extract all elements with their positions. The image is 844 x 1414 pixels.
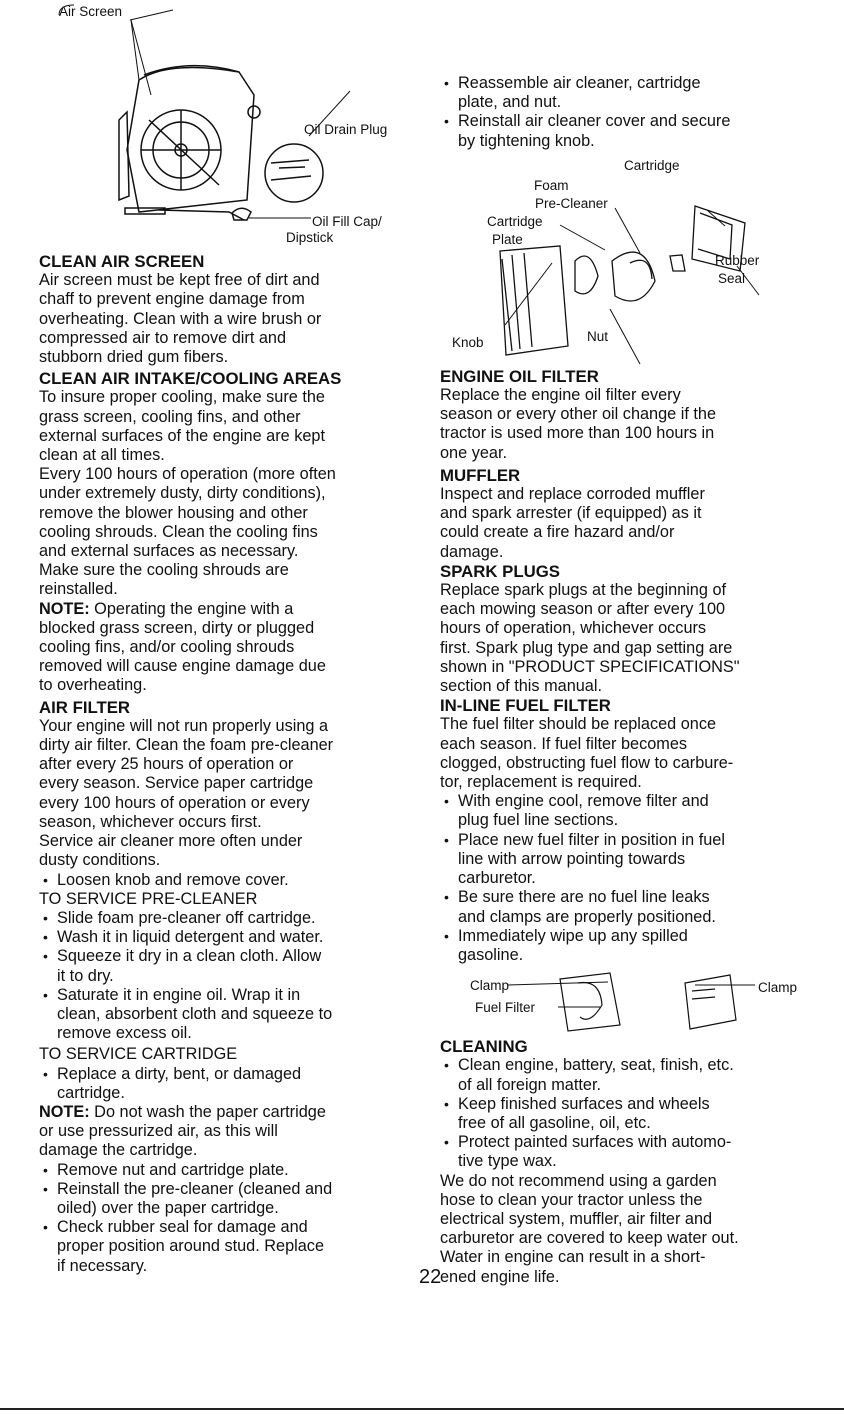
oil-filter-title: ENGINE OIL FILTER [440,366,599,386]
cleaning-bullet: • Protect painted surfaces with automo- [440,1133,840,1152]
note-label: NOTE: [39,1102,90,1121]
cartridge-bullet: • Reinstall the pre-cleaner (cleaned and [39,1180,419,1199]
pre-cleaner-title: TO SERVICE PRE-CLEANER [39,889,258,908]
cartridge-note-line: or use pressurized air, as this will [39,1122,278,1141]
clean-air-screen-line: chaff to prevent engine damage from [39,290,305,309]
fuel-bullet-cont: carburetor. [458,869,536,888]
air-filter-line: Service air cleaner more often under [39,832,303,851]
cleaning-line: We do not recommend using a garden [440,1171,717,1190]
cartridge-bullet: • Replace a dirty, bent, or damaged [39,1065,419,1084]
air-filter-line: dirty air filter. Clean the foam pre-cleaner [39,736,334,755]
intake-note [39,600,419,619]
fuel-bullet-cont: line with arrow pointing towards [458,849,686,868]
muffler-title: MUFFLER [440,465,521,485]
cleaning-bullet: • Clean engine, battery, seat, finish, etc. [440,1056,840,1075]
oil-filter-section [440,367,840,463]
fuel-line: clogged, obstructing fuel flow to carbure- [440,753,734,772]
reassemble-bullet-cont: plate, and nut. [458,93,562,112]
cleaning-title: CLEANING [440,1037,528,1057]
cleaning-line: electrical system, muffler, air filter and [440,1209,713,1228]
knob-label: Knob [452,334,484,350]
oil-filter-line: one year. [440,443,507,462]
bottom-rule [0,1408,844,1410]
clean-air-screen-section [39,252,419,367]
spark-line: first. Spark plug type and gap setting are [440,638,733,657]
clean-air-screen-line: stubborn dried gum fibers. [39,348,229,367]
cartridge-bullet-cont: cartridge. [57,1083,125,1102]
note-label: NOTE: [39,599,90,618]
spark-line: hours of operation, whichever occurs [440,619,707,638]
air-filter-line: dusty conditions. [39,851,161,870]
pre-cleaner-bullet: • Slide foam pre-cleaner off cartridge. [39,909,419,928]
air-filter-section [39,698,419,890]
cleaning-bullet-cont: of all foreign matter. [458,1075,601,1094]
fuel-filter-figure [440,965,840,1037]
air-filter-line: after every 25 hours of operation or [39,755,294,774]
cleaning-line: ened engine life. [440,1267,560,1286]
cartridge-note [39,1103,419,1122]
left-column [39,0,419,1276]
fuel-line: The fuel filter should be replaced once [440,715,717,734]
reinstall-bullet: • Reinstall air cleaner cover and secure [440,112,840,131]
engine-figure [39,0,419,244]
cleaning-bullet: • Keep finished surfaces and wheels [440,1095,840,1114]
intake-note-line: cooling fins, and/or cooling shrouds [39,638,295,657]
oil-filter-line: tractor is used more than 100 hours in [440,424,715,443]
cleaning-section [440,1037,840,1287]
muffler-line: damage. [440,542,504,561]
intake-line: cooling shrouds. Clean the cooling fins [39,522,318,541]
air-filter-title: AIR FILTER [39,697,131,717]
rubber-label: Rubber [715,252,760,268]
cartridge-plate-label: Cartridge [487,213,543,229]
dipstick-label: Dipstick [286,230,334,245]
oil-filter-line: Replace the engine oil filter every [440,386,681,405]
cleaning-bullet-cont: tive type wax. [458,1152,557,1171]
cleaning-bullet-cont: free of all gasoline, oil, etc. [458,1113,651,1132]
seal-label: Seal [718,270,746,286]
pre-cleaner-bullet: • Saturate it in engine oil. Wrap it in [39,986,419,1005]
intake-line: and external surfaces as necessary. [39,542,299,561]
pre-cleaner-bullet: • Squeeze it dry in a clean cloth. Allow [39,947,419,966]
fuel-bullet: • Place new fuel filter in position in fuel [440,831,840,850]
clamp-left-label: Clamp [470,978,510,994]
oil-drain-plug-label: Oil Drain Plug [304,122,388,137]
air-cleaner-figure [440,151,840,365]
cartridge-bullet: • Remove nut and cartridge plate. [39,1161,419,1180]
right-column [440,74,840,1287]
cartridge-bullet-cont: if necessary. [57,1256,148,1275]
intake-section [39,369,419,695]
air-screen-label: Air Screen [59,4,123,19]
note-text: Operating the engine with a [89,599,294,618]
pre-cleaner-bullet-cont: it to dry. [57,966,114,985]
nut-label: Nut [587,328,609,344]
pre-cleaner-bullet-cont: clean, absorbent cloth and squeeze to [57,1004,333,1023]
fuel-filter-label: Fuel Filter [475,1000,536,1016]
clean-air-screen-title: CLEAN AIR SCREEN [39,252,205,271]
fuel-bullet-cont: plug fuel line sections. [458,811,619,830]
intake-note-line: blocked grass screen, dirty or plugged [39,618,315,637]
clean-air-screen-line: compressed air to remove dirt and [39,328,287,347]
plate-label: Plate [492,231,523,247]
intake-line: To insure proper cooling, make sure the [39,388,325,407]
intake-line: Every 100 hours of operation (more often [39,465,336,484]
spark-line: shown in "PRODUCT SPECIFICATIONS" [440,657,740,676]
spark-line: Replace spark plugs at the beginning of [440,581,727,600]
intake-note-line: removed will cause engine damage due [39,657,326,676]
cartridge-title: TO SERVICE CARTRIDGE [39,1045,238,1064]
pre-cleaner-section [39,890,419,1044]
foam-label: Foam [534,177,569,193]
intake-title: CLEAN AIR INTAKE/COOLING AREAS [39,369,342,389]
cartridge-bullet-cont: oiled) over the paper cartridge. [57,1198,279,1217]
air-filter-bullet: • Loosen knob and remove cover. [39,871,419,890]
spark-line: each mowing season or after every 100 [440,600,726,619]
air-filter-line: season, whichever occurs first. [39,812,262,831]
cartridge-section [39,1045,419,1275]
cleaning-line: hose to clean your tractor unless the [440,1190,703,1209]
fuel-line: each season. If fuel filter becomes [440,734,688,753]
spark-section [440,562,840,696]
fuel-title: IN-LINE FUEL FILTER [440,696,611,716]
intake-line: reinstalled. [39,580,118,599]
air-filter-line: Your engine will not run properly using a [39,716,329,735]
clean-air-screen-line: Air screen must be kept free of dirt and [39,271,320,290]
clean-air-screen-line: overheating. Clean with a wire brush or [39,309,322,328]
spark-title: SPARK PLUGS [440,561,560,581]
fuel-bullet-cont: gasoline. [458,945,524,964]
pre-cleaner-label: Pre-Cleaner [535,195,608,211]
cartridge-label: Cartridge [624,157,680,173]
pre-cleaner-bullet: • Wash it in liquid detergent and water. [39,928,419,947]
reassemble-bullet: • Reassemble air cleaner, cartridge [440,74,840,93]
note-text: Do not wash the paper cartridge [89,1102,326,1121]
air-cleaner-illustration [440,151,840,365]
muffler-line: and spark arrester (if equipped) as it [440,504,702,523]
air-filter-line: every 100 hours of operation or every [39,793,310,812]
oil-filter-line: season or every other oil change if the [440,405,717,424]
fuel-bullet: • Immediately wipe up any spilled [440,927,840,946]
cleaning-line: carburetor are covered to keep water out. [440,1229,739,1248]
cartridge-bullet-cont: proper position around stud. Replace [57,1237,325,1256]
cleaning-line: Water in engine can result in a short- [440,1248,706,1267]
page-number: 22 [419,1265,442,1288]
muffler-section [440,466,840,562]
pre-cleaner-bullet-cont: remove excess oil. [57,1024,192,1043]
fuel-line: tor, replacement is required. [440,773,642,792]
fuel-bullet-cont: and clamps are properly positioned. [458,907,716,926]
cartridge-bullet: • Check rubber seal for damage and [39,1218,419,1237]
fuel-section [440,696,840,965]
intake-line: remove the blower housing and other [39,503,308,522]
spark-line: section of this manual. [440,677,602,696]
cartridge-note-line: damage the cartridge. [39,1141,198,1160]
intake-note-line: to overheating. [39,676,147,695]
intake-line: clean at all times. [39,446,165,465]
fuel-bullet: • Be sure there are no fuel line leaks [440,888,840,907]
fuel-bullet: • With engine cool, remove filter and [440,792,840,811]
air-filter-line: every season. Service paper cartridge [39,774,314,793]
clamp-right-label: Clamp [758,980,798,996]
oil-fill-cap-label: Oil Fill Cap/ [312,214,382,229]
intake-line: grass screen, cooling fins, and other [39,407,301,426]
muffler-line: Inspect and replace corroded muffler [440,485,705,504]
intake-line: external surfaces of the engine are kept [39,426,326,445]
intake-line: Make sure the cooling shrouds are [39,561,289,580]
muffler-line: could create a fire hazard and/or [440,523,675,542]
reinstall-bullet-cont: by tightening knob. [458,131,595,150]
intake-line: under extremely dusty, dirty conditions), [39,484,326,503]
